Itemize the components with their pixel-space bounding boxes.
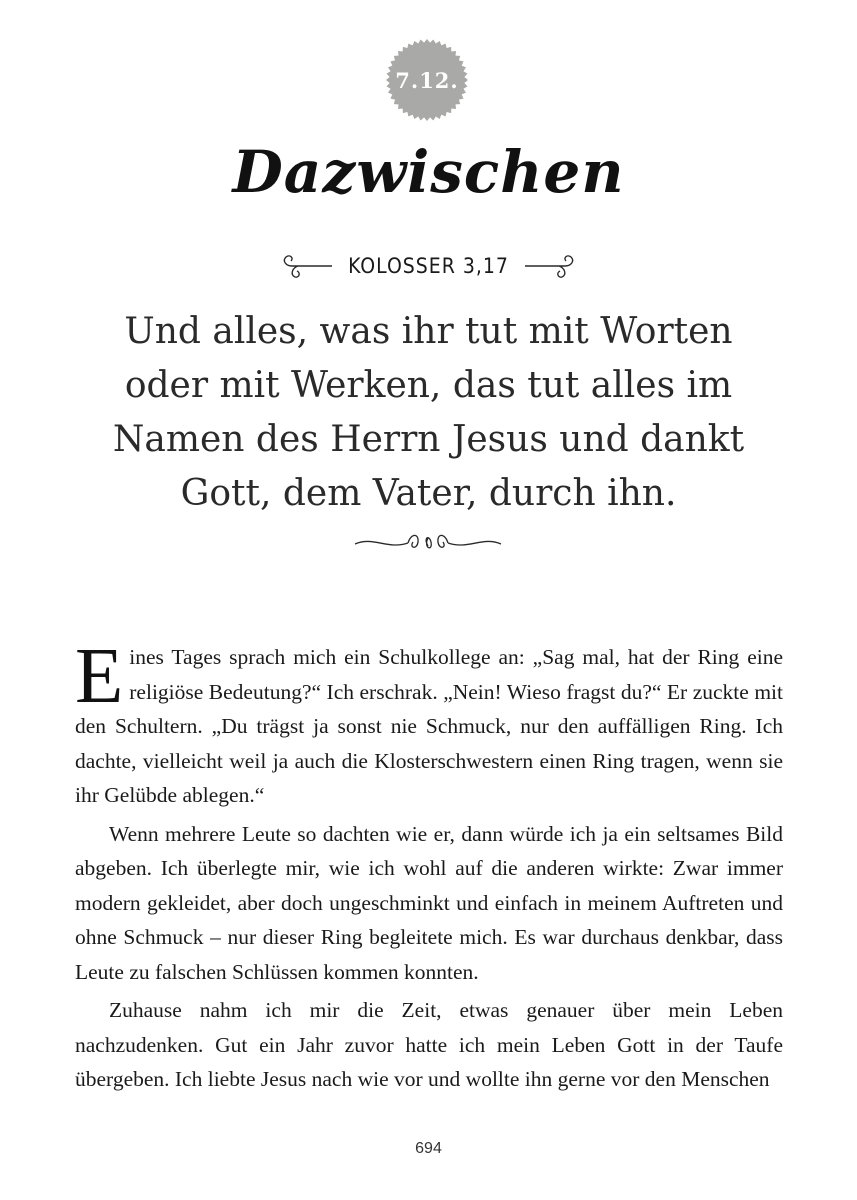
chapter-number: 7.12. xyxy=(395,67,459,93)
flourish-divider-icon xyxy=(353,528,503,558)
page-number: 694 xyxy=(415,1140,442,1157)
paragraph: Wenn mehrere Leute so dachten wie er, dann würde ich ja ein seltsames Bild abgeben. Ich überlegte mir, wie ich wohl auf die anderen wirkte: Zwar immer modern gekleidet, aber doch ungeschminkt und einfach in meinem Auftreten und ohne Schmuck – nur dieser Ring begleitete mich. Es war durchaus denkbar, dass Leute zu falschen Schlüssen kommen konnten. xyxy=(75,821,783,984)
left-ornament-icon xyxy=(274,251,334,281)
chapter-badge xyxy=(385,38,469,122)
drop-cap: E xyxy=(75,633,124,720)
scripture-verse: Und alles, was ihr tut mit Worten oder mit Werken, das tut alles im Namen des Herrn Jesus und dankt Gott, dem Vater, durch ihn. xyxy=(112,311,745,514)
paragraph: Zuhause nahm ich mir die Zeit, etwas genauer über mein Leben nachzudenken. Gut ein Jahr zuvor hatte ich mein Leben Gott in der Taufe übergeben. Ich liebte Jesus nach wie vor und wollte ihn gerne vor den Menschen xyxy=(75,998,783,1091)
paragraph-text: ines Tages sprach mich ein Schulkollege an: „Sag mal, hat der Ring eine religiöse Bedeutung?“ Ich erschrak. „Nein! Wieso fragst du?“ Er zuckte mit den Schultern. „Du trägst ja sonst nie Schmuck, nur den auffälligen Ring. Ich dachte, vielleicht weil ja auch die Klosterschwestern einen Ring tragen, wenn sie ihr Gelübde ablegen.“ xyxy=(75,645,783,807)
scripture-reference: KOLOSSER 3,17 xyxy=(348,254,509,278)
paragraph xyxy=(75,633,783,813)
right-ornament-icon xyxy=(523,251,583,281)
scripture-reference-row xyxy=(0,246,857,286)
chapter-title: Dazwischen xyxy=(232,138,625,206)
body-text xyxy=(75,633,783,1097)
